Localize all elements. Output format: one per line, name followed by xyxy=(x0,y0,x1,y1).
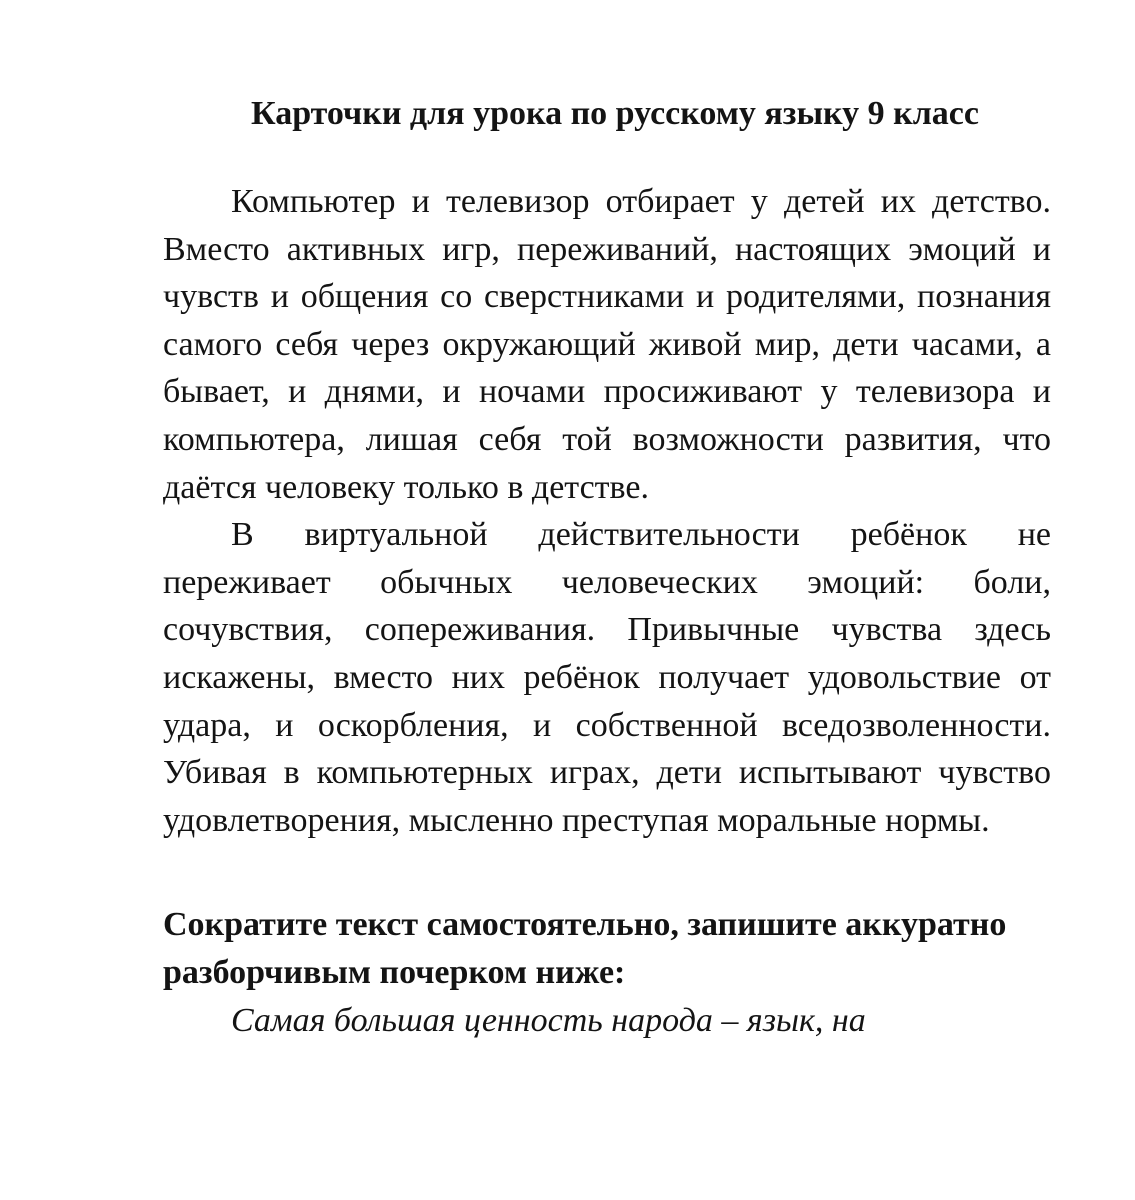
text-paragraph-2: В виртуальной действительности ребёнок не переживает обычных человеческих эмоций: боли, сочувствия, сопереживания. Привычные чувства здесь искажены, вместо них ребёнок получает удовольствие от удара, и оскорбления, и собственной вседозволенности. Убивая в компьютерных играх, дети испытывают чувство удовлетворения, мысленно преступая моральные нормы. xyxy=(163,516,1051,839)
task-instruction: Сократите текст самостоятельно, запишите аккуратно разборчивым почерком ниже: xyxy=(163,906,1007,991)
handwriting-sample-text: Самая большая ценность народа – язык, на xyxy=(231,1001,866,1039)
document-title: Карточки для урока по русскому языку 9 класс xyxy=(251,95,979,132)
document-page xyxy=(163,86,1051,1044)
text-paragraph-1: Компьютер и телевизор отбирает у детей их детство. Вместо активных игр, переживаний, настоящих эмоций и чувств и общения со сверстниками и родителями, познания самого себя через окружающий живой мир, дети часами, а бывает, и днями, и ночами просиживают у телевизора и компьютера, лишая себя той возможности развития, что даётся человеку только в детстве. xyxy=(163,183,1051,506)
